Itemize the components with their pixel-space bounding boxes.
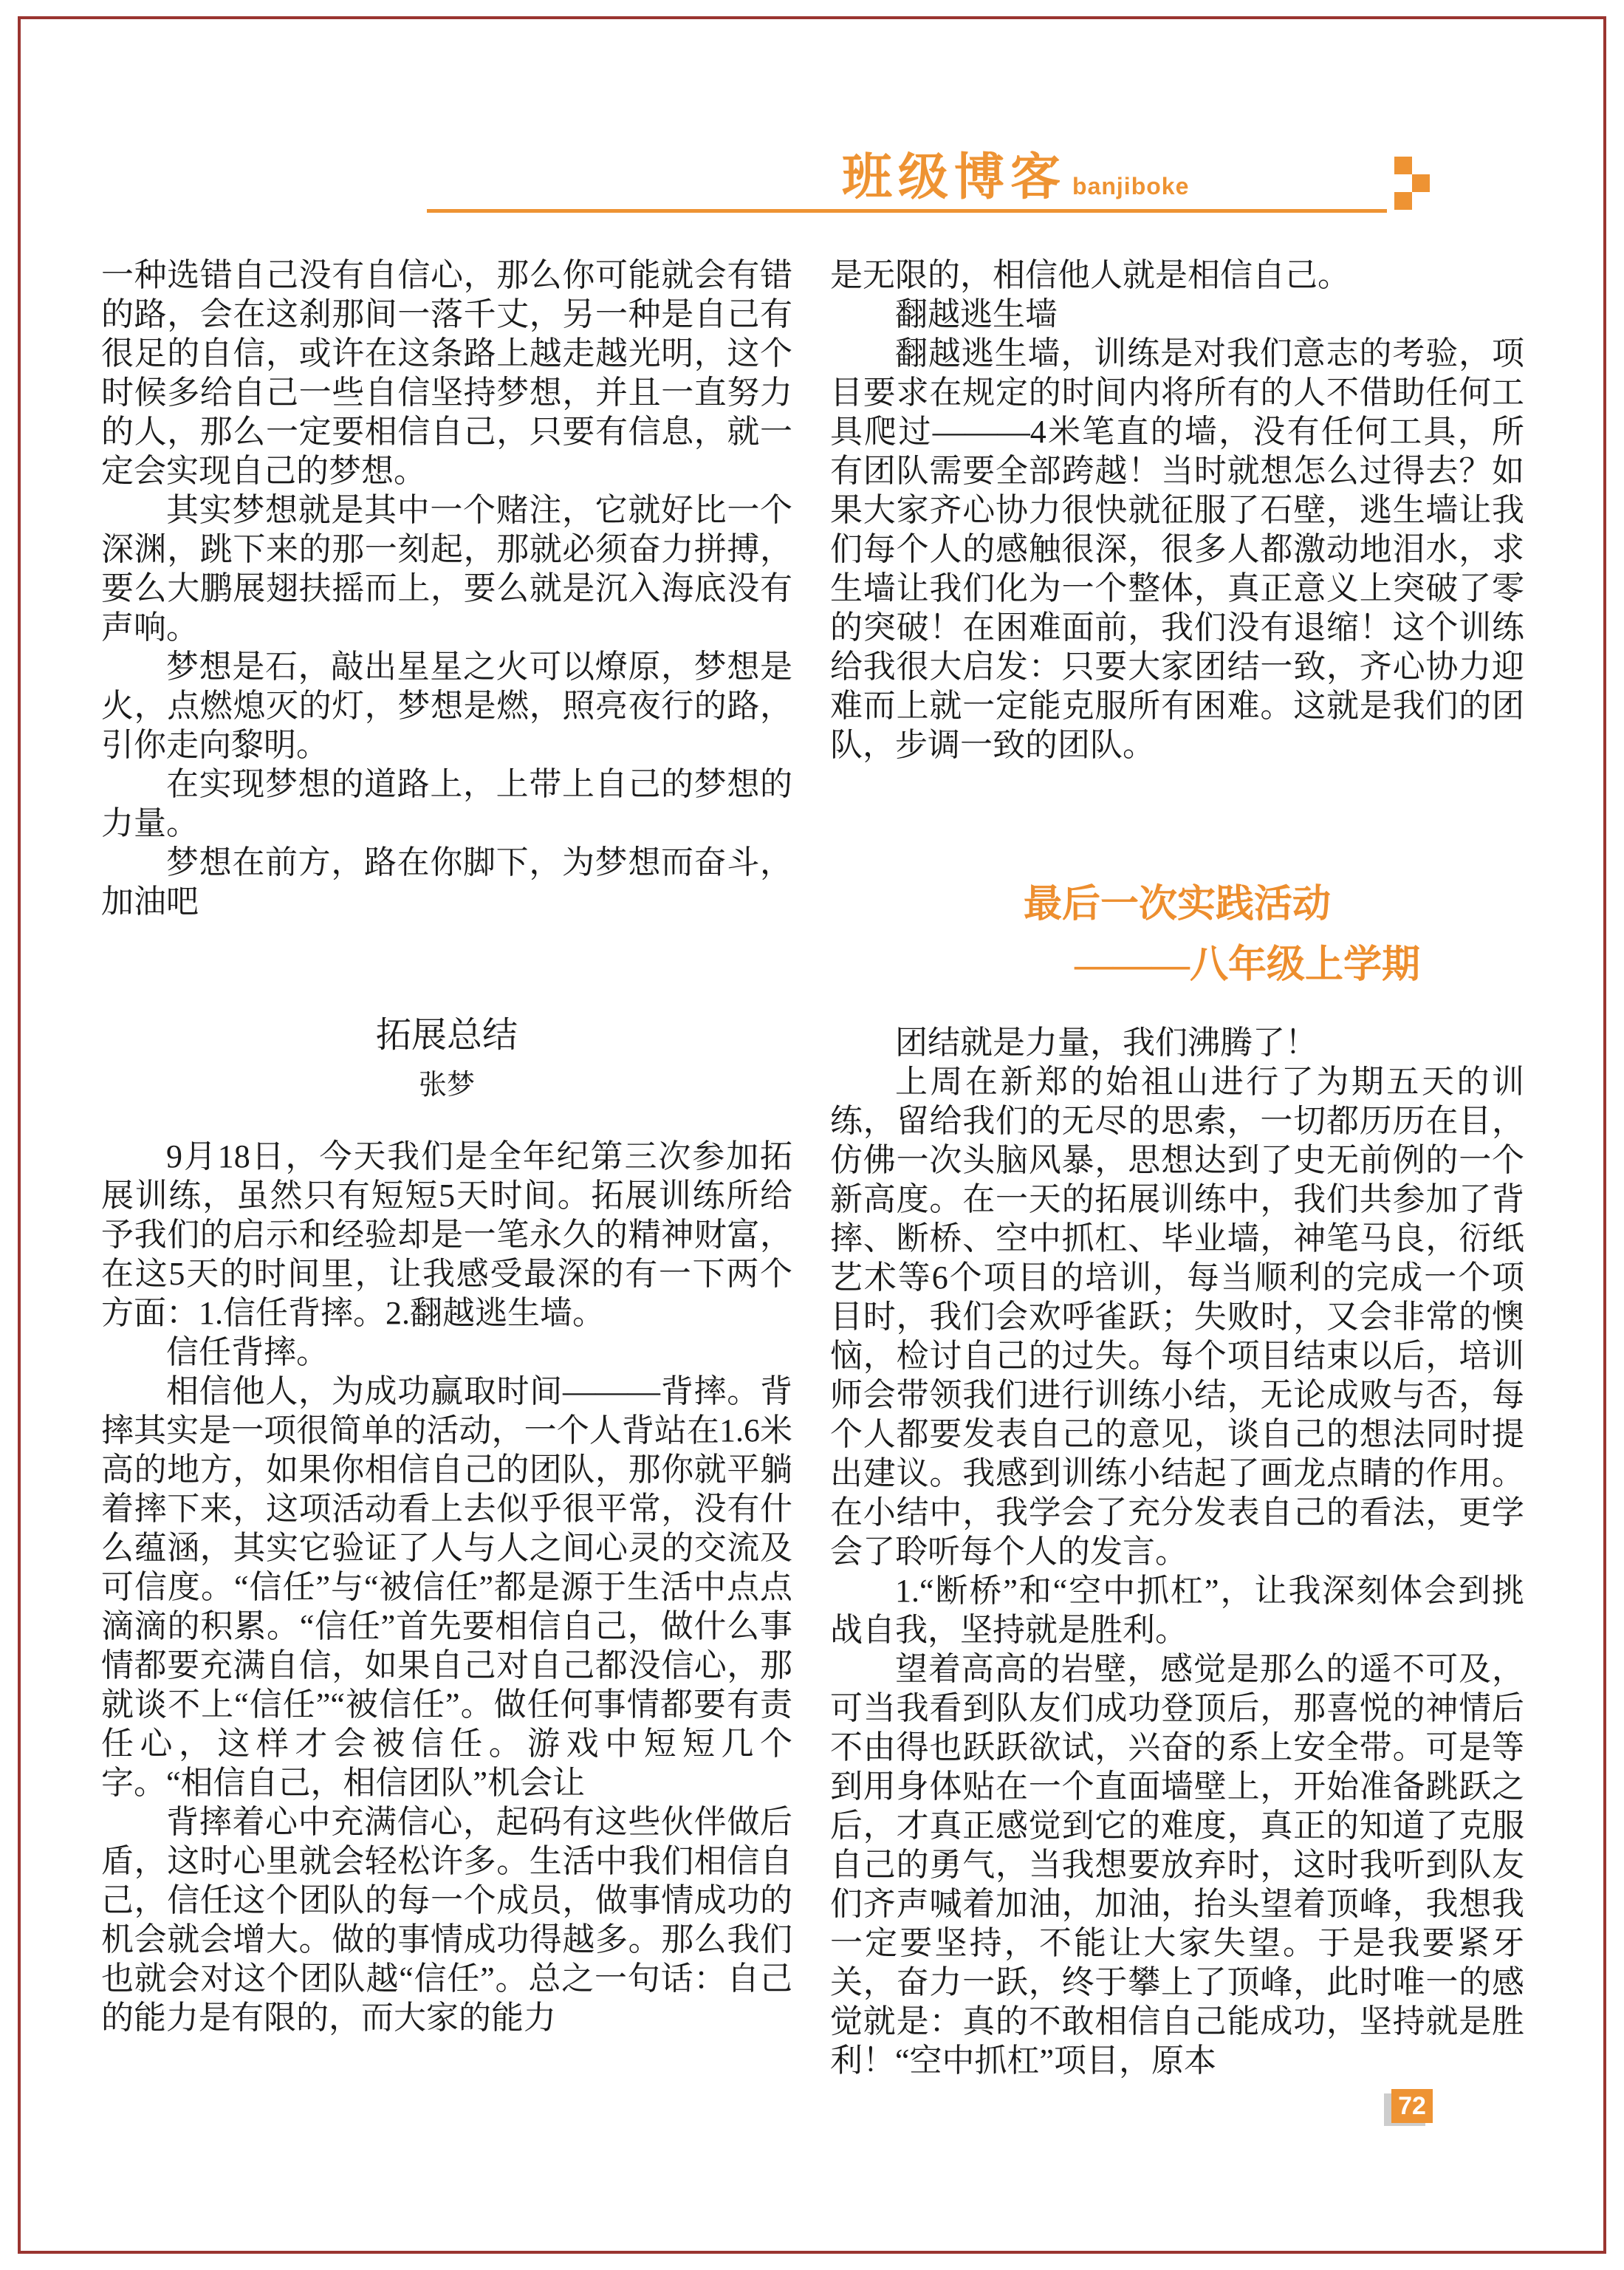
- square-icon: [1412, 174, 1430, 192]
- paragraph: 上周在新郑的始祖山进行了为期五天的训练，留给我们的无尽的思索，一切都历历在目，仿佛一次头脑风暴，思想达到了史无前例的一个新高度。在一天的拓展训练中，我们共参加了背摔、断桥、空中抓杠、毕业墙，神笔马良，衍纸艺术等6个项目的培训，每当顺利的完成一个项目时，我们会欢呼雀跃；失败时，又会非常的懊恼，检讨自己的过失。每个项目结束以后，培训师会带领我们进行训练小结，无论成败与否，每个人都要发表自己的意见，谈自己的想法同时提出建议。我感到训练小结起了画龙点睛的作用。在小结中，我学会了充分发表自己的看法，更学会了聆听每个人的发言。: [830, 1064, 1524, 1570]
- paragraph: 梦想是石，敲出星星之火可以燎原，梦想是火，点燃熄灭的灯，梦想是燃，照亮夜行的路，引你走向黎明。: [101, 649, 792, 763]
- paragraph: 一种选错自己没有自信心，那么你可能就会有错的路，会在这刹那间一落千丈，另一种是自己有很足的自信，或许在这条路上越走越光明，这个时候多给自己一些自信坚持梦想，并且一直努力的人，那么一定要相信自己，只要有信息，就一定会实现自己的梦想。: [101, 257, 792, 489]
- paragraph: 相信他人，为成功赢取时间———背摔。背摔其实是一项很简单的活动，一个人背站在1.6米高的地方，如果你相信自己的团队，那你就平躺着摔下来，这项活动看上去似乎很平常，没有什么蕴涵，其实它验证了人与人之间心灵的交流及可信度。“信任”与“被信任”都是源于生活中点点滴滴的积累。“信任”首先要相信自己，做什么事情都要充满自信，如果自己对自己都没信心，那就谈不上“信任”“被信任”。做任何事情都要有责任心，这样才会被信任。游戏中短短几个字。“相信自己，相信团队”机会让: [101, 1373, 792, 1801]
- paragraph: 其实梦想就是其中一个赌注，它就好比一个深渊，跳下来的那一刻起，那就必须奋力拼搏，要么大鹏展翅扶摇而上，要么就是沉入海底没有声响。: [101, 492, 792, 646]
- square-icon: [1394, 192, 1412, 210]
- paragraph: 团结就是力量，我们沸腾了！: [895, 1025, 1318, 1061]
- paragraph: 1.“断桥”和“空中抓杠”，让我深刻体会到挑战自我，坚持就是胜利。: [830, 1573, 1524, 1648]
- header-title: 班级博客: [842, 149, 1067, 205]
- paragraph: 9月18日，今天我们是全年纪第三次参加拓展训练，虽然只有短短5天时间。拓展训练所给予我们的启示和经验却是一笔永久的精神财富，在这5天的时间里，让我感受最深的有一下两个方面：1.信任背摔。2.翻越逃生墙。: [101, 1138, 792, 1331]
- page-header: [842, 151, 1189, 204]
- right-column: [830, 256, 1524, 2080]
- section-title-line2: ———八年级上学期: [1074, 944, 1420, 986]
- paragraph: 在实现梦想的道路上，上带上自己的梦想的力量。: [101, 766, 792, 841]
- paragraph: 是无限的，相信他人就是相信自己。: [830, 257, 1350, 293]
- left-column: [101, 256, 792, 2037]
- paragraph: 背摔着心中充满信心，起码有这些伙伴做后盾，这时心里就会轻松许多。生活中我们相信自己，信任这个团队的每一个成员，做事情成功的机会就会增大。做的事情成功得越多。那么我们也就会对这个团队越“信任”。总之一句话：自己的能力是有限的，而大家的能力: [101, 1804, 792, 2036]
- paragraph: 望着高高的岩壁，感觉是那么的遥不可及，可当我看到队友们成功登顶后，那喜悦的神情后不由得也跃跃欲试，兴奋的系上安全带。可是等到用身体贴在一个直面墙壁上，开始准备跳跃之后，才真正感觉到它的难度，真正的知道了克服自己的勇气，当我想要放弃时，这时我听到队友们齐声喊着加油，加油，抬头望着顶峰，我想我一定要坚持，不能让大家失望。于是我要紧牙关，奋力一跃，终于攀上了顶峰，此时唯一的感觉就是：真的不敢相信自己能成功，坚持就是胜利！“空中抓杠”项目，原本: [830, 1651, 1524, 2079]
- section-title-line1: 最后一次实践活动: [1023, 883, 1331, 926]
- page-number-badge: [1391, 2089, 1433, 2123]
- page-number: 72: [1391, 2089, 1433, 2123]
- paragraph: 翻越逃生墙，训练是对我们意志的考验，项目要求在规定的时间内将所有的人不借助任何工具爬过———4米笔直的墙，没有任何工具，所有团队需要全部跨越！当时就想怎么过得去？如果大家齐心协力很快就征服了石壁，逃生墙让我们每个人的感触很深，很多人都激动地泪水，求生墙让我们化为一个整体，真正意义上突破了零的突破！在困难面前，我们没有退缩！这个训练给我很大启发：只要大家团结一致，齐心协力迎难而上就一定能克服所有困难。这就是我们的团队，步调一致的团队。: [830, 335, 1524, 763]
- paragraph: 梦想在前方，路在你脚下，为梦想而奋斗，加油吧: [101, 844, 792, 920]
- header-subtitle: banjiboke: [1072, 173, 1190, 199]
- header-rule: [427, 209, 1387, 213]
- sub-heading: 翻越逃生墙: [895, 296, 1058, 332]
- article-title: 拓展总结: [375, 1016, 518, 1055]
- article-author: 张梦: [418, 1070, 475, 1101]
- paragraph: 信任背摔。: [166, 1334, 329, 1370]
- squares-motif-icon: [1394, 157, 1431, 211]
- square-icon: [1394, 157, 1412, 174]
